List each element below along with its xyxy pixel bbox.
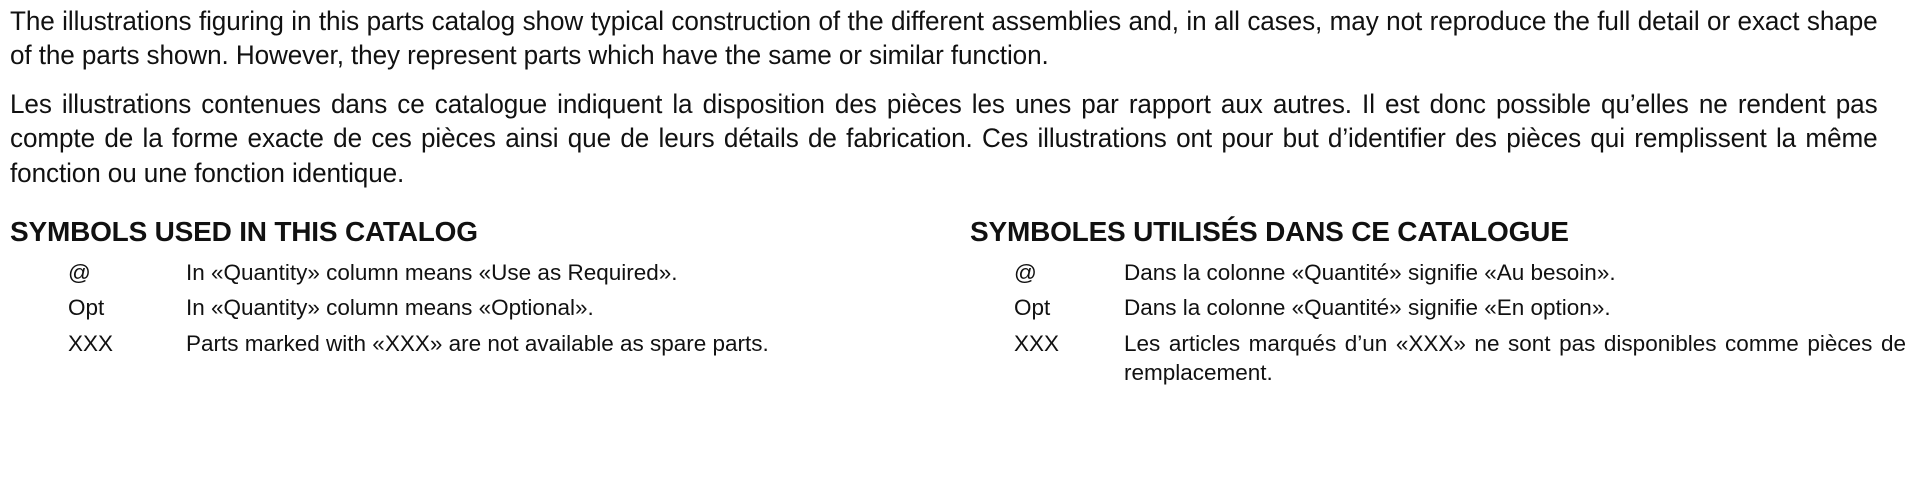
symbol-description: Parts marked with «XXX» are not available as spare parts. <box>186 330 769 356</box>
intro-paragraph-english: The illustrations figuring in this parts catalog show typical construction of the different assemblies and, in all cases, may not reproduce the full detail or exact shape of the parts shown. However, they represent parts which have the same or similar function. <box>10 6 1878 71</box>
symbol-key: Opt <box>68 295 105 321</box>
symbol-description: Les articles marqués d’un «XXX» ne sont pas disponibles comme pièces de remplacement. <box>1124 330 1906 385</box>
symbol-key: Opt <box>1014 295 1051 321</box>
symbol-description: In «Quantity» column means «Optional». <box>186 295 594 321</box>
table-row <box>970 329 1906 394</box>
symbols-columns <box>10 216 1906 393</box>
symbol-description: In «Quantity» column means «Use as Required». <box>186 260 678 286</box>
table-row <box>10 329 958 364</box>
table-row <box>10 258 958 293</box>
symbols-heading-english: SYMBOLS USED IN THIS CATALOG <box>10 216 478 248</box>
symbol-key: XXX <box>68 330 114 356</box>
symbol-description: Dans la colonne «Quantité» signifie «En option». <box>1124 295 1611 321</box>
symbols-column-english <box>10 216 958 393</box>
table-row <box>970 293 1906 328</box>
symbols-table-english <box>10 258 958 364</box>
symbol-description: Dans la colonne «Quantité» signifie «Au besoin». <box>1124 260 1616 286</box>
table-row <box>10 293 958 328</box>
symbols-heading-french: SYMBOLES UTILISÉS DANS CE CATALOGUE <box>970 216 1569 248</box>
symbols-column-french <box>958 216 1906 393</box>
symbols-table-french <box>970 258 1906 393</box>
symbol-key: @ <box>68 260 91 286</box>
intro-paragraph-french: Les illustrations contenues dans ce catalogue indiquent la disposition des pièces les unes par rapport aux autres. Il est donc possible qu’elles ne rendent pas compte de la forme exacte de ces pièces ainsi que de leurs détails de fabrication. Ces illustrations ont pour but d’identifier des pièces qui remplissent la même fonction ou une fonction identique. <box>10 88 1878 188</box>
table-row <box>970 258 1906 293</box>
symbol-key: @ <box>1014 260 1037 286</box>
symbol-key: XXX <box>1014 330 1060 356</box>
